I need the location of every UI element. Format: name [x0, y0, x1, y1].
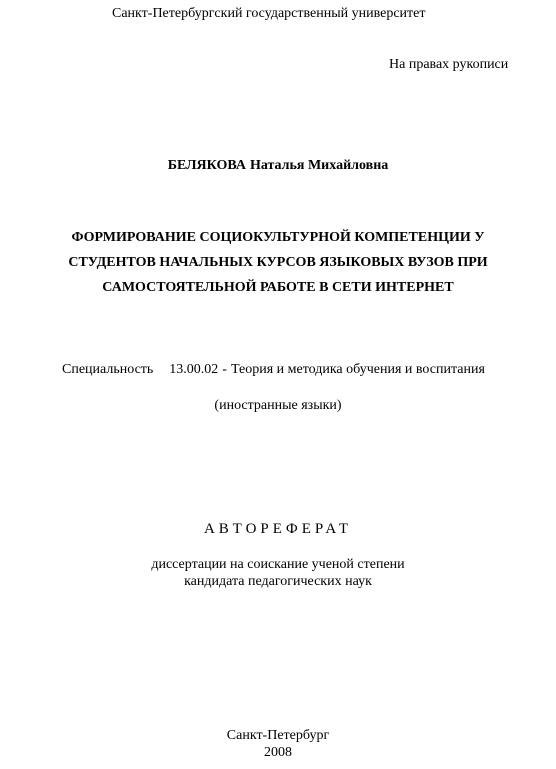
university-name: Санкт-Петербургский государственный университет [112, 6, 426, 21]
specialty-dash: - [222, 362, 227, 377]
title-line-1: ФОРМИРОВАНИЕ СОЦИОКУЛЬТУРНОЙ КОМПЕТЕНЦИИ У [71, 230, 485, 245]
manuscript-note: На правах рукописи [389, 57, 509, 72]
specialty-code: 13.00.02 [169, 362, 219, 377]
degree-line-1: диссертации на соискание ученой степени [151, 557, 405, 572]
footer-year: 2008 [264, 745, 292, 760]
title-line-2: СТУДЕНТОВ НАЧАЛЬНЫХ КУРСОВ ЯЗЫКОВЫХ ВУЗОВ ПРИ [68, 255, 488, 270]
title-line-3: САМОСТОЯТЕЛЬНОЙ РАБОТЕ В СЕТИ ИНТЕРНЕТ [102, 280, 454, 295]
author-surname: БЕЛЯКОВА [167, 158, 246, 173]
footer-city: Санкт-Петербург [226, 728, 330, 743]
specialty-note: (иностранные языки) [214, 398, 342, 413]
author-given-names: Наталья Михайловна [249, 158, 389, 173]
degree-line-2: кандидата педагогических наук [184, 574, 372, 589]
specialty-field: Теория и методика обучения и воспитания [230, 362, 485, 377]
author-name [0, 158, 556, 174]
specialty-label: Специальность [62, 362, 154, 377]
document-type: АВТОРЕФЕРАТ [203, 521, 353, 537]
specialty-line [62, 362, 485, 378]
dissertation-title [0, 225, 556, 300]
